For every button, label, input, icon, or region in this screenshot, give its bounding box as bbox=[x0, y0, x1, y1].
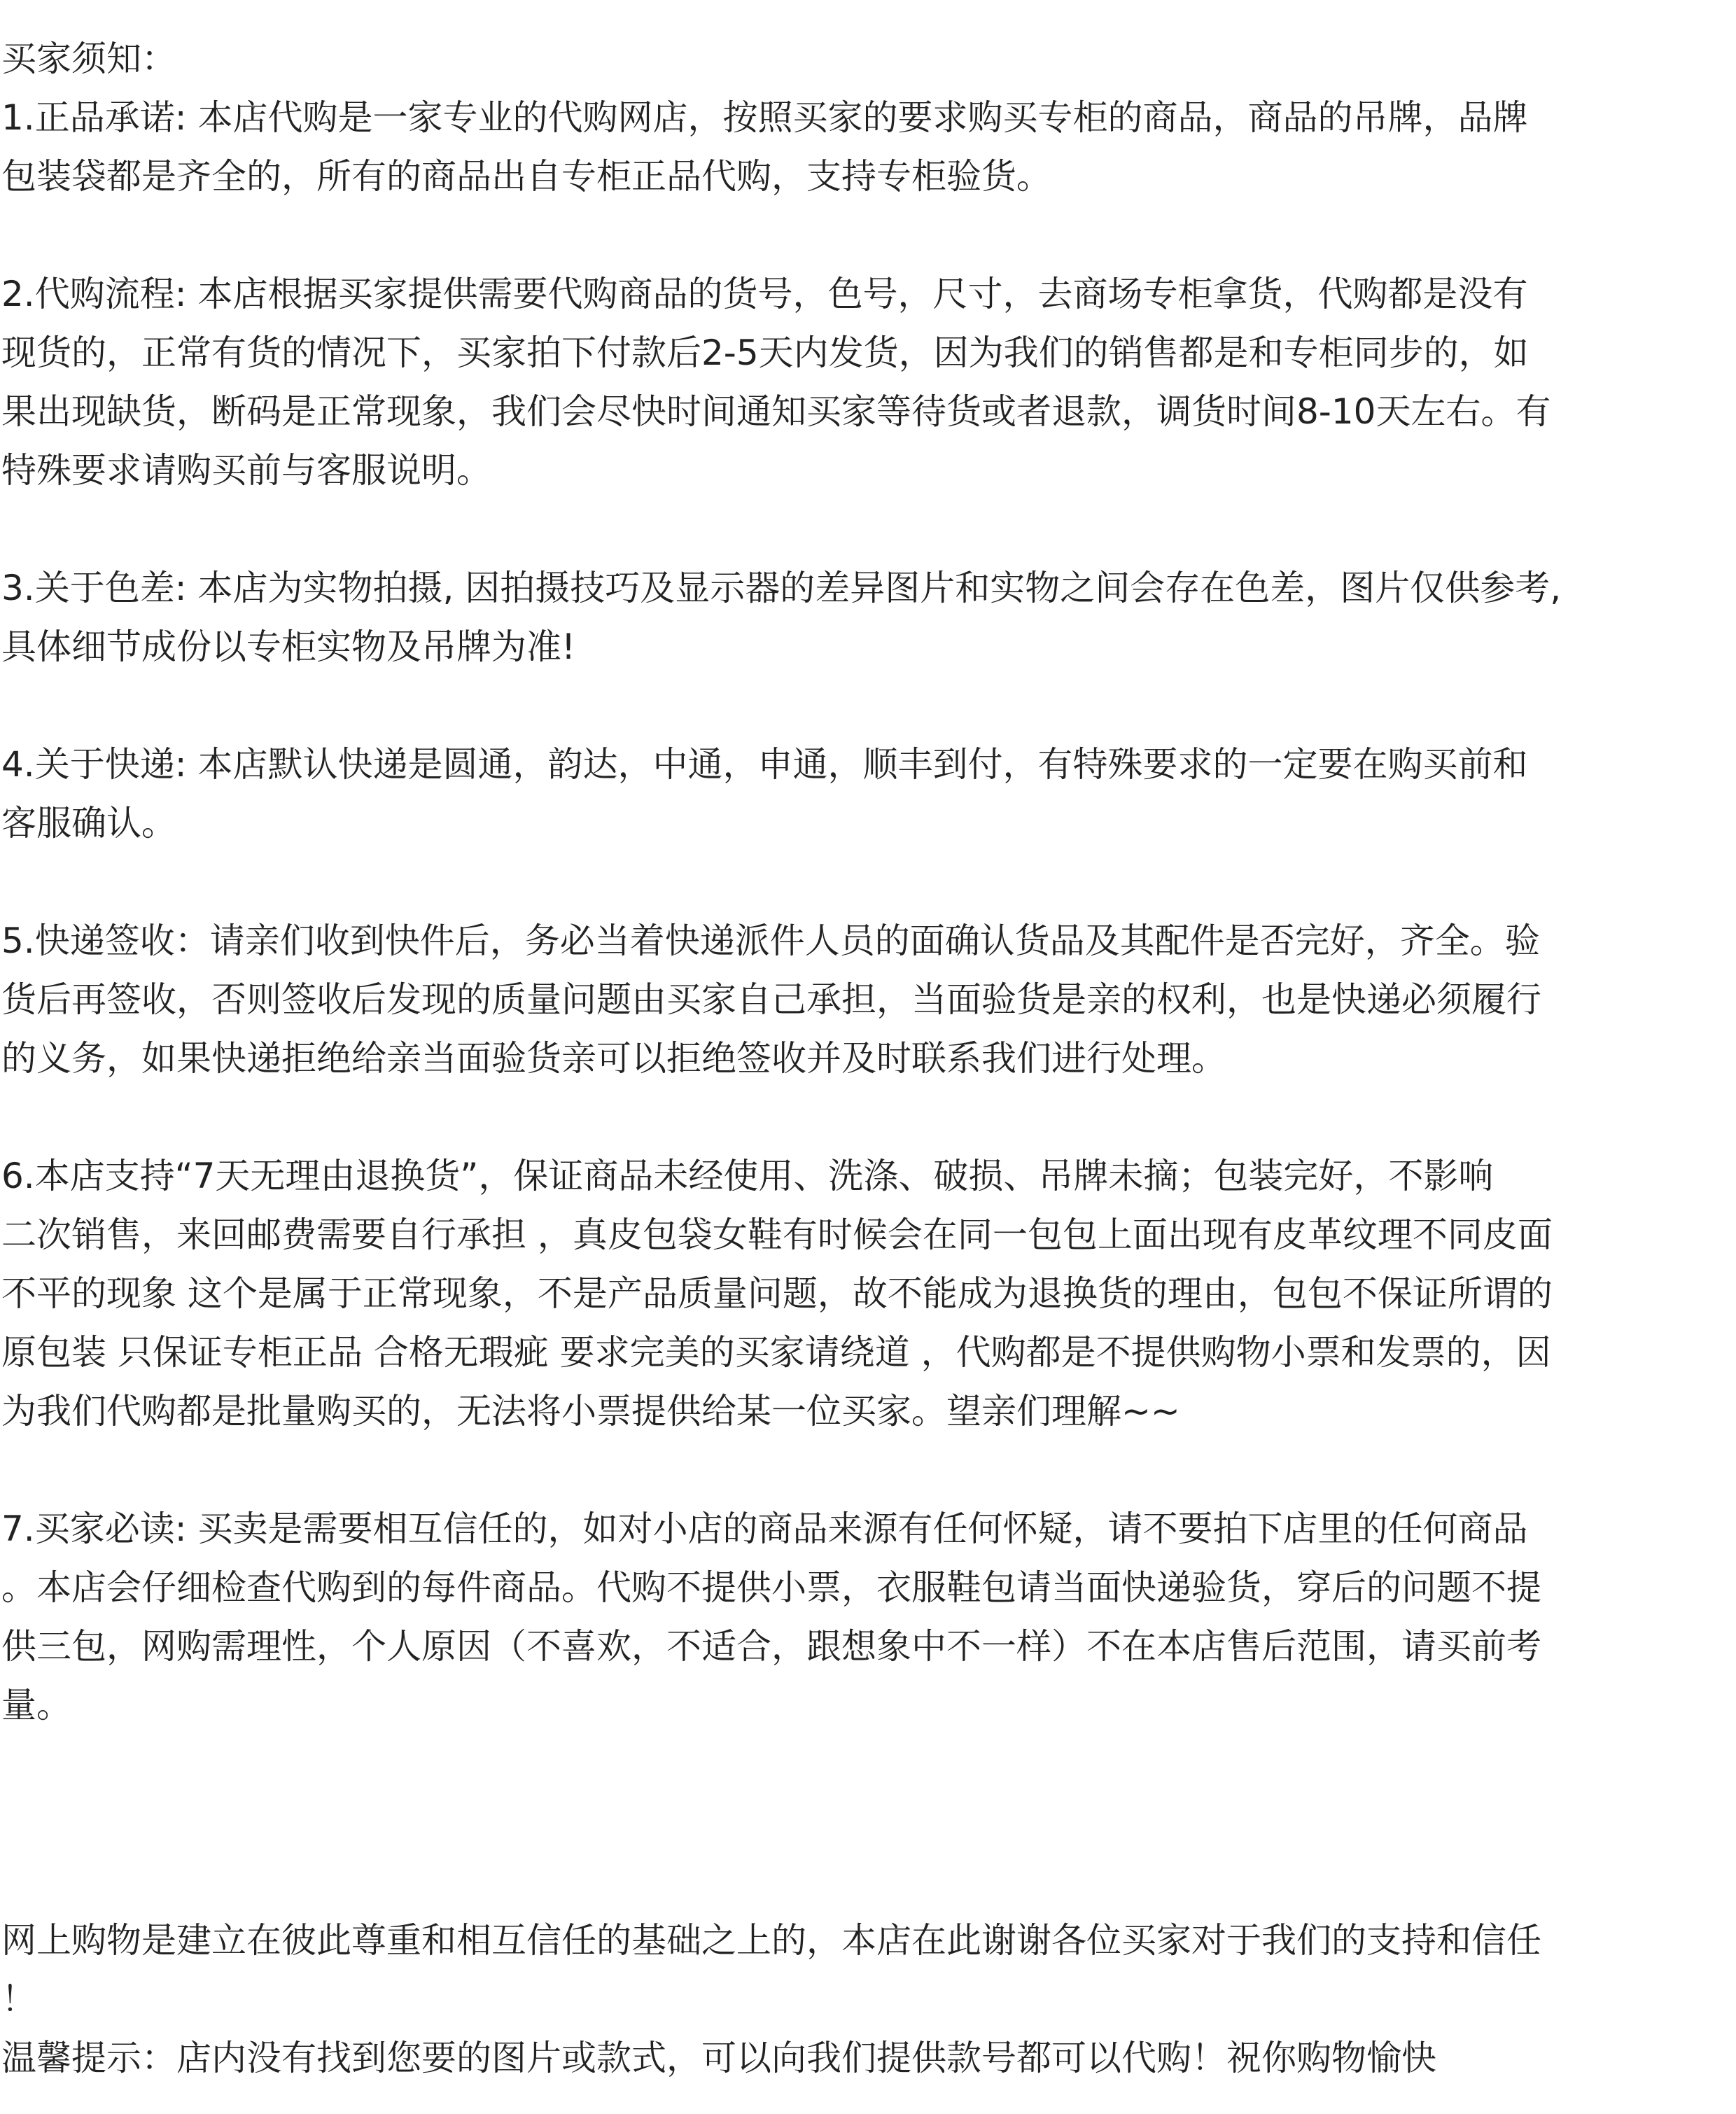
section-line: 果出现缺货，断码是正常现象，我们会尽快时间通知买家等待货或者退款，调货时间8-10天左右。有 bbox=[1, 391, 1551, 432]
section-line: 特殊要求请购买前与客服说明。 bbox=[1, 450, 491, 491]
section-line: 货后再签收，否则签收后发现的质量问题由买家自己承担，当面验货是亲的权利，也是快递必须履行 bbox=[1, 979, 1541, 1020]
section-line: 不平的现象 这个是属于正常现象，不是产品质量问题，故不能成为退换货的理由，包包不保证所谓的 bbox=[1, 1273, 1553, 1314]
section-line: 3.关于色差: 本店为实物拍摄, 因拍摄技巧及显示器的差异图片和实物之间会存在色差，图片仅供参考, bbox=[1, 568, 1562, 608]
section-line: 5.快递签收：请亲们收到快件后，务必当着快递派件人员的面确认货品及其配件是否完好，齐全。验 bbox=[1, 920, 1540, 961]
section-line: 包装袋都是齐全的，所有的商品出自专柜正品代购，支持专柜验货。 bbox=[1, 156, 1051, 197]
section-line: 1.正品承诺: 本店代购是一家专业的代购网店，按照买家的要求购买专柜的商品，商品的吊牌，品牌 bbox=[1, 97, 1528, 138]
section-line: 2.代购流程: 本店根据买家提供需要代购商品的货号，色号，尺寸，去商场专柜拿货，代购都是没有 bbox=[1, 274, 1528, 314]
closing-tip: 温馨提示：店内没有找到您要的图片或款式，可以向我们提供款号都可以代购！祝你购物愉快 bbox=[1, 2038, 1436, 2078]
notice-heading: 买家须知： bbox=[1, 38, 176, 79]
section-line: 4.关于快递: 本店默认快递是圆通，韵达，中通，申通，顺丰到付，有特殊要求的一定要在购买前和 bbox=[1, 744, 1528, 785]
closing-line: 网上购物是建立在彼此尊重和相互信任的基础之上的，本店在此谢谢各位买家对于我们的支持和信任 bbox=[1, 1920, 1541, 1961]
section-line: 6.本店支持“7天无理由退换货”，保证商品未经使用、洗涤、破损、吊牌未摘；包装完好，不影响 bbox=[1, 1156, 1494, 1196]
section-line: 量。 bbox=[1, 1685, 71, 1726]
section-line: 原包装 只保证专柜正品 合格无瑕疵 要求完美的买家请绕道 ，代购都是不提供购物小票和发票的，因 bbox=[1, 1332, 1551, 1373]
section-line: 二次销售，来回邮费需要自行承担 ，真皮包袋女鞋有时候会在同一包包上面出现有皮革纹理不同皮面 bbox=[1, 1214, 1553, 1255]
section-line: 为我们代购都是批量购买的，无法将小票提供给某一位买家。望亲们理解~~ bbox=[1, 1391, 1180, 1432]
section-line: 现货的，正常有货的情况下，买家拍下付款后2-5天内发货，因为我们的销售都是和专柜同步的，如 bbox=[1, 332, 1529, 373]
closing-line: ！ bbox=[1, 1979, 36, 2019]
section-line: 客服确认。 bbox=[1, 803, 176, 844]
section-line: 的义务，如果快递拒绝给亲当面验货亲可以拒绝签收并及时联系我们进行处理。 bbox=[1, 1038, 1226, 1079]
section-line: 供三包，网购需理性，个人原因（不喜欢，不适合，跟想象中不一样）不在本店售后范围，请买前考 bbox=[1, 1626, 1541, 1667]
section-line: 7.买家必读: 买卖是需要相互信任的，如对小店的商品来源有任何怀疑，请不要拍下店里的任何商品 bbox=[1, 1508, 1528, 1549]
section-line: 。本店会仔细检查代购到的每件商品。代购不提供小票，衣服鞋包请当面快递验货，穿后的问题不提 bbox=[1, 1567, 1541, 1608]
section-line: 具体细节成份以专柜实物及吊牌为准! bbox=[1, 626, 576, 667]
